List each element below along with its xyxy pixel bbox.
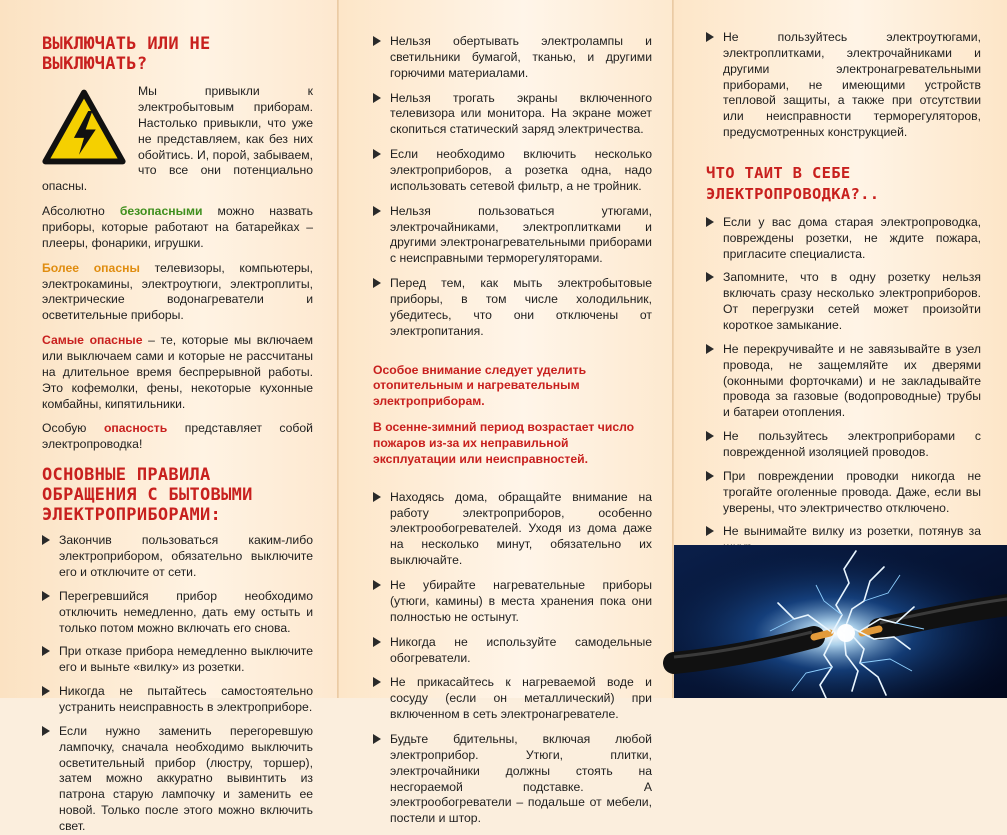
- thermal-protection-list: [706, 30, 981, 141]
- bullet-arrow-icon: [42, 591, 50, 601]
- wiring-danger-text: Особую опасность представляет собой электропроводка!: [42, 421, 313, 452]
- bullet-arrow-icon: [373, 278, 381, 288]
- title-basic-rules: ОСНОВНЫЕ ПРАВИЛА ОБРАЩЕНИЯ С БЫТОВЫМИ ЭЛЕКТРОПРИБОРАМИ:: [42, 465, 253, 526]
- list-item: Не пользуйтесь электроприборами с поврежденной изоляцией проводов.: [706, 429, 981, 461]
- more-dangerous-text: Более опасны телевизоры, компьютеры, электрокамины, электроутюги, электроплиты, электрические водонагреватели и осветительные приборы.: [42, 260, 313, 323]
- column-left: [0, 0, 339, 834]
- bullet-arrow-icon: [373, 492, 381, 502]
- list-item: Не прикасайтесь к нагреваемой воде и сосуду (если он металлический) при включенном в сеть электронагревателе.: [373, 675, 652, 723]
- safe-devices-text: Абсолютно безопасными можно назвать приборы, которые работают на батарейках – плееры, фонарики, игрушки.: [42, 204, 313, 250]
- heating-notice: Особое внимание следует уделить отопительным и нагревательным электроприборам.: [373, 362, 587, 409]
- list-item: Будьте бдительны, включая любой электроприбор. Утюги, плитки, электрочайники должны стоять на несгораемой подставке. А электрообогреватели – подальше от мебели, постели и штор.: [373, 732, 652, 827]
- heating-rules-list: [373, 490, 652, 827]
- title-switch-off: ВЫКЛЮЧАТЬ ИЛИ НЕ ВЫКЛЮЧАТЬ?: [42, 34, 211, 75]
- bullet-arrow-icon: [706, 431, 714, 441]
- list-item: Нельзя трогать экраны включенного телевизора или монитора. На экране может скопиться статический заряд электричества.: [373, 91, 652, 139]
- bullet-arrow-icon: [706, 471, 714, 481]
- list-item: Если необходимо включить несколько электроприборов, а розетка одна, надо использовать сетевой фильтр, а не тройник.: [373, 147, 652, 195]
- bullet-arrow-icon: [42, 686, 50, 696]
- list-item: Никогда не используйте самодельные обогреватели.: [373, 635, 652, 667]
- list-item: Не перекручивайте и не завязывайте в узел провода, не защемляйте их дверями (оконными форточками) и не закладывайте провода за газовые (водопроводные) трубы и батареи отопления.: [706, 342, 981, 421]
- list-item: Если нужно заменить перегоревшую лампочку, сначала необходимо выключить осветительный прибор (люстру, торшер), затем можно аккуратно вывинтить из патрона старую лампочку и заменить ее новой. Только после этого можно включить свет.: [42, 724, 313, 835]
- device-rules-list: [373, 34, 652, 340]
- bullet-arrow-icon: [373, 206, 381, 216]
- list-item: Не пользуйтесь электроутюгами, электроплитками, электрочайниками и другими электронагревательными приборами, не имеющими устройств тепловой защиты, а также при отсутствии или неисправности терморегуляторов, предусмотренных конструкцией.: [706, 30, 981, 141]
- bullet-arrow-icon: [373, 734, 381, 744]
- wiring-rules-list: [706, 215, 981, 596]
- column-middle: [339, 0, 674, 826]
- bullet-arrow-icon: [42, 535, 50, 545]
- bullet-arrow-icon: [373, 93, 381, 103]
- most-dangerous-highlight: Самые опасные: [42, 333, 143, 348]
- intro-block: [42, 84, 313, 195]
- bullet-arrow-icon: [373, 149, 381, 159]
- bullet-arrow-icon: [706, 32, 714, 42]
- list-item: Никогда не пытайтесь самостоятельно устранить неисправность в электроприборе.: [42, 684, 313, 716]
- safe-highlight: безопасными: [119, 204, 203, 219]
- bullet-arrow-icon: [373, 677, 381, 687]
- list-item: Закончив пользоваться каким-либо электроприбором, обязательно выключите его и отключите от сети.: [42, 533, 313, 581]
- bullet-arrow-icon: [706, 217, 714, 227]
- list-item: Находясь дома, обращайте внимание на работу электроприборов, особенно электрообогревателей. Уходя из дома даже на несколько минут, обязательно их выключайте.: [373, 490, 652, 569]
- bullet-arrow-icon: [42, 726, 50, 736]
- danger-highlight: опасность: [103, 421, 168, 436]
- list-item: Не вынимайте вилку из розетки, потянув за: [706, 524, 981, 556]
- list-item: Нельзя пользоваться утюгами, электрочайниками, электроплитками и другими электронагревательными приборами с неисправными терморегуляторами.: [373, 204, 652, 267]
- sparking-cables-image: [674, 545, 1007, 698]
- list-item: Перед тем, как мыть электробытовые приборы, в том числе холодильник, убедитесь, что они отключены от электропитания.: [373, 276, 652, 339]
- more-dangerous-highlight: Более опасны: [42, 260, 140, 275]
- most-dangerous-text: Самые опасные – те, которые мы включаем или выключаем сами и которые не рассчитаны на длительное время беспрерывной работы. Это кофемолки, фены, некоторые кухонные комбайны, кипятильники.: [42, 333, 314, 411]
- list-item: Запомните, что в одну розетку нельзя включать сразу несколько электроприборов. От перегрузки сетей может произойти короткое замыкание.: [706, 270, 981, 333]
- bullet-arrow-icon: [373, 36, 381, 46]
- list-item: При отказе прибора немедленно выключите его и выньте «вилку» из розетки.: [42, 644, 313, 676]
- title-wiring: ЧТО ТАИТ В СЕБЕ ЭЛЕКТРОПРОВОДКА?..: [706, 164, 880, 203]
- intro-text: Мы привыкли к электробытовым приборам. Настолько привыкли, что уже не представляем, как без них обойтись. И, порой, забываем, что все они потенциально опасны.: [42, 84, 313, 194]
- list-item: При повреждении проводки никогда не трогайте оголенные провода. Даже, если вы уверены, что электричество отключено.: [706, 469, 981, 517]
- high-voltage-warning-icon: [42, 88, 126, 166]
- bullet-arrow-icon: [706, 526, 714, 536]
- bullet-arrow-icon: [42, 646, 50, 656]
- list-item: Нельзя обертывать электролампы и светильники бумагой, тканью, и другими горючими материалами.: [373, 34, 652, 82]
- list-item: Если у вас дома старая электропроводка, повреждены розетки, не ждите пожара, пригласите специалиста.: [706, 215, 981, 263]
- bullet-arrow-icon: [706, 344, 714, 354]
- list-item: Не убирайте нагревательные приборы (утюги, камины) в места хранения пока они полностью не остынут.: [373, 578, 652, 626]
- bullet-arrow-icon: [373, 580, 381, 590]
- basic-rules-list: [42, 533, 313, 835]
- bullet-arrow-icon: [706, 272, 714, 282]
- bullet-arrow-icon: [373, 637, 381, 647]
- list-item: Перегревшийся прибор необходимо отключить немедленно, дать ему остыть и только потом можно включать его снова.: [42, 589, 313, 637]
- season-notice: В осенне-зимний период возрастает число пожаров из-за их неправильной эксплуатации или неисправностей.: [373, 420, 635, 466]
